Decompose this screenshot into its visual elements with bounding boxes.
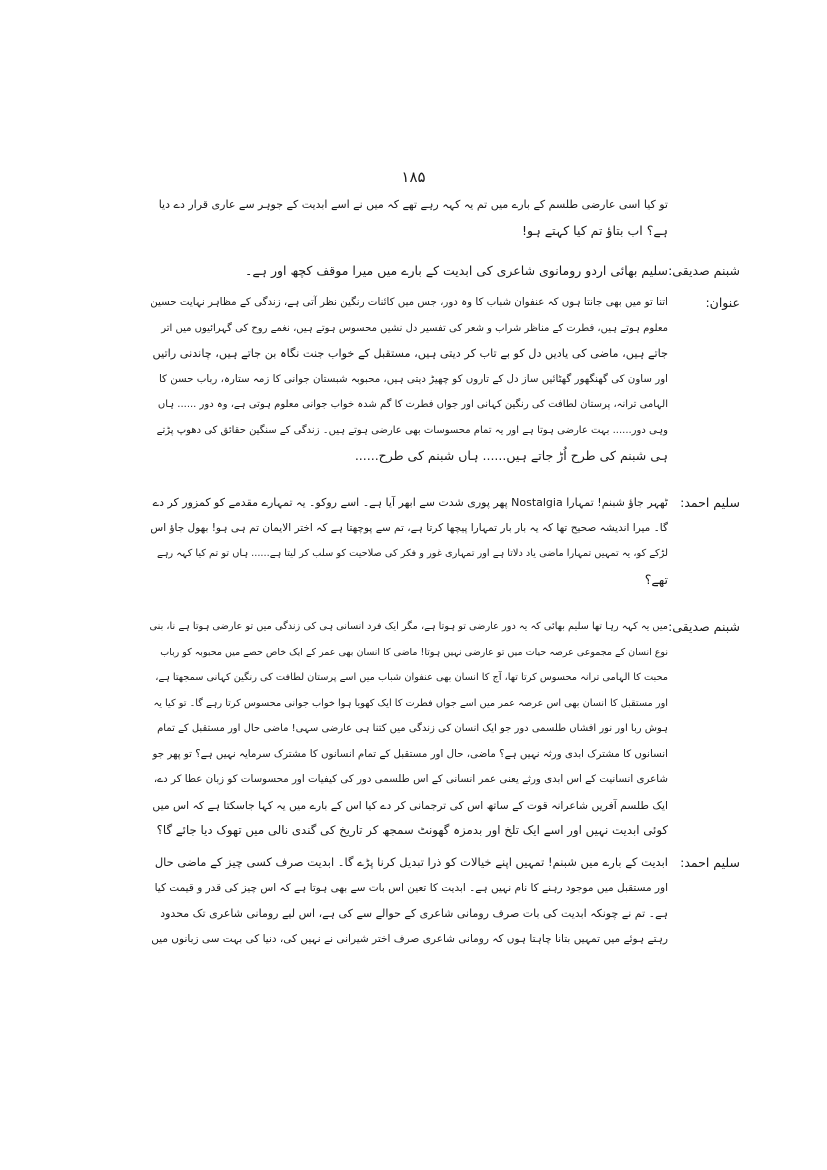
dialogue-entry <box>150 614 740 846</box>
text-line: گا۔ میرا اندیشہ صحیح تھا کہ یہ بار بار تمہارا پیچھا کرتا ہے، تم سے پوچھتا ہے کہ اختر الایمان تم ہی ہو! بھول جاؤ اس <box>150 521 668 534</box>
speaker-name: شبنم صدیقی: <box>668 263 740 278</box>
dialogue-entry <box>150 258 740 284</box>
speaker-name: سلیم احمد: <box>680 495 740 510</box>
text-line: تو کیا اسی عارضی طلسم کے بارے میں تم یہ کہہ رہے تھے کہ میں نے اسے ابدیت کے جوہر سے عاری قرار دے دیا <box>158 198 668 211</box>
text-line: ہوش ربا اور نور افشاں طلسمی دور جو ایک انسان کی زندگی میں کتنا ہی عارضی سہی! ماضی حال اور مستقبل کے تمام <box>157 723 668 734</box>
text-line: معلوم ہوتے ہیں، فطرت کے مناظر شراب و شعر کی تفسیر دل نشیں محسوس ہوتے ہیں، نغمے روح کی گہرائیوں میں اتر <box>161 322 668 334</box>
text-line: محبت کا الہامی ترانہ محسوس کرتا تھا، آج کا انسان بھی عنفوان شباب میں اسے پرستان لطافت کی رنگین کہانی سمجھتا ہے، <box>155 672 668 683</box>
dialogue-entry <box>150 490 740 594</box>
text-line: شاعری انسانیت کے اس ابدی ورثے یعنی عمر انسانی کے اس طلسمی دور کی کیفیات اور محسوسات کو زبان عطا کر دے، <box>153 773 668 785</box>
text-line: ہے؟ اب بتاؤ تم کیا کہتے ہو! <box>522 222 668 238</box>
intro-paragraph <box>150 192 668 244</box>
speaker-name: عنوان: <box>705 295 740 310</box>
text-line: ہے۔ تم نے چونکہ ابدیت کی بات صرف رومانی شاعری کے حوالے سے کی ہے، اس لیے رومانی شاعری تک محدود <box>160 907 668 920</box>
dialogue-entry <box>150 290 740 472</box>
page-number: ۱۸۵ <box>401 168 426 186</box>
text-line: اور مستقبل میں موجود رہنے کا نام نہیں ہے۔ ابدیت کا تعین اس بات سے بھی ہوتا ہے کہ اس چیز کی قدر و قیمت کیا <box>154 881 668 894</box>
text-line: وہی دور...... بہت عارضی ہوتا ہے اور یہ تمام محسوسات بھی عارضی ہوتے ہیں۔ زندگی کے سنگین حقائق کی دھوپ پڑتے <box>156 424 668 436</box>
text-line: کوئی ابدیت نہیں اور اسے ایک تلخ اور بدمزہ گھونٹ سمجھ کر تاریخ کی گندی نالی میں تھوک دیا جائے گا؟ <box>156 823 668 837</box>
text-line: سلیم بھائی اردو رومانوی شاعری کی ابدیت کے بارے میں میرا موقف کچھ اور ہے۔ <box>245 263 668 278</box>
dialogue-entry <box>150 850 740 954</box>
text-line: نوع انسان کے مجموعی عرصہ حیات میں تو عارضی نہیں ہوتا! ماضی کا انسان بھی عمر کے ایک خاص حصے میں محبوبہ کو رباب <box>160 646 668 658</box>
text-line: انسانوں کا مشترک ابدی ورثہ نہیں ہے؟ ماضی، حال اور مستقبل کے تمام انسانوں کا مشترک سرمایہ نہیں ہے؟ تو پھر جو <box>152 747 668 760</box>
text-line: ابدیت کے بارے میں شبنم! تمہیں اپنے خیالات کو ذرا تبدیل کرنا پڑے گا۔ ابدیت صرف کسی چیز کے ماضی حال <box>154 855 668 869</box>
text-line: رہتے ہوئے میں تمہیں بتانا چاہتا ہوں کہ رومانی شاعری صرف اختر شیرانی نے نہیں کی، دنیا کی بہت سی زبانوں میں <box>151 932 668 945</box>
text-line: اور ساون کی گھنگھور گھٹائیں ساز دل کے تاروں کو چھیڑ دیتی ہیں، محبوبہ شبستان جوانی کا زمہ ستارہ، رباب حسن کا <box>158 372 668 385</box>
speaker-name: سلیم احمد: <box>680 855 740 870</box>
text-line: ٹھہر جاؤ شبنم! تمہارا Nostalgia پھر پوری شدت سے ابھر آیا ہے۔ اسے روکو۔ یہ تمہارے مقدمے کو کمزور کر دے <box>152 496 668 509</box>
text-line: جاتے ہیں، ماضی کی یادیں دل کو بے تاب کر دیتی ہیں، مستقبل کے خواب جنت نگاہ بن جاتے ہیں، چاندنی راتیں <box>152 347 668 360</box>
text-line: ایک طلسم آفریں شاعرانہ قوت کے ساتھ اس کی ترجمانی کر دے کیا اس کے بارے میں یہ کہا جاسکتا ہے کہ اس میں <box>152 798 668 812</box>
text-line: اور مستقبل کا انسان بھی اس عرصہ عمر میں اسے جواں فطرت کا ایک کھویا ہوا خواب جوانی محسوس کرتا رہے گا۔ تو کیا یہ <box>153 697 668 709</box>
text-line: میں یہ کہہ رہا تھا سلیم بھائی کہ یہ دور عارضی تو ہوتا ہے، مگر ایک فرد انسانی ہی کی زندگی میں تو عارضی ہوتا ہے نا، بنی <box>150 621 668 632</box>
text-line: لڑکے کو، یہ تمہیں تمہارا ماضی یاد دلاتا ہے اور تمہاری غور و فکر کی صلاحیت کو سلب کر لیتا ہے...... ہاں تو تم کیا کہہ رہے <box>156 548 668 559</box>
text-line: اتنا تو میں بھی جانتا ہوں کہ عنفوان شباب کا وہ دور، جس میں کائنات رنگین نظر آتی ہے، زندگی کے مظاہر نہایت حسین <box>150 296 668 308</box>
text-line: تھے؟ <box>644 571 668 587</box>
speaker-name: شبنم صدیقی: <box>668 619 740 634</box>
text-line: ہی شبنم کی طرح اُڑ جاتے ہیں...... ہاں شبنم کی طرح...... <box>354 448 668 463</box>
text-line: الہامی ترانہ، پرستان لطافت کی رنگین کہانی اور جواں فطرت کا گم شدہ خواب جوانی معلوم ہوتی ہے، وہ دور ...... ہاں <box>157 399 668 410</box>
